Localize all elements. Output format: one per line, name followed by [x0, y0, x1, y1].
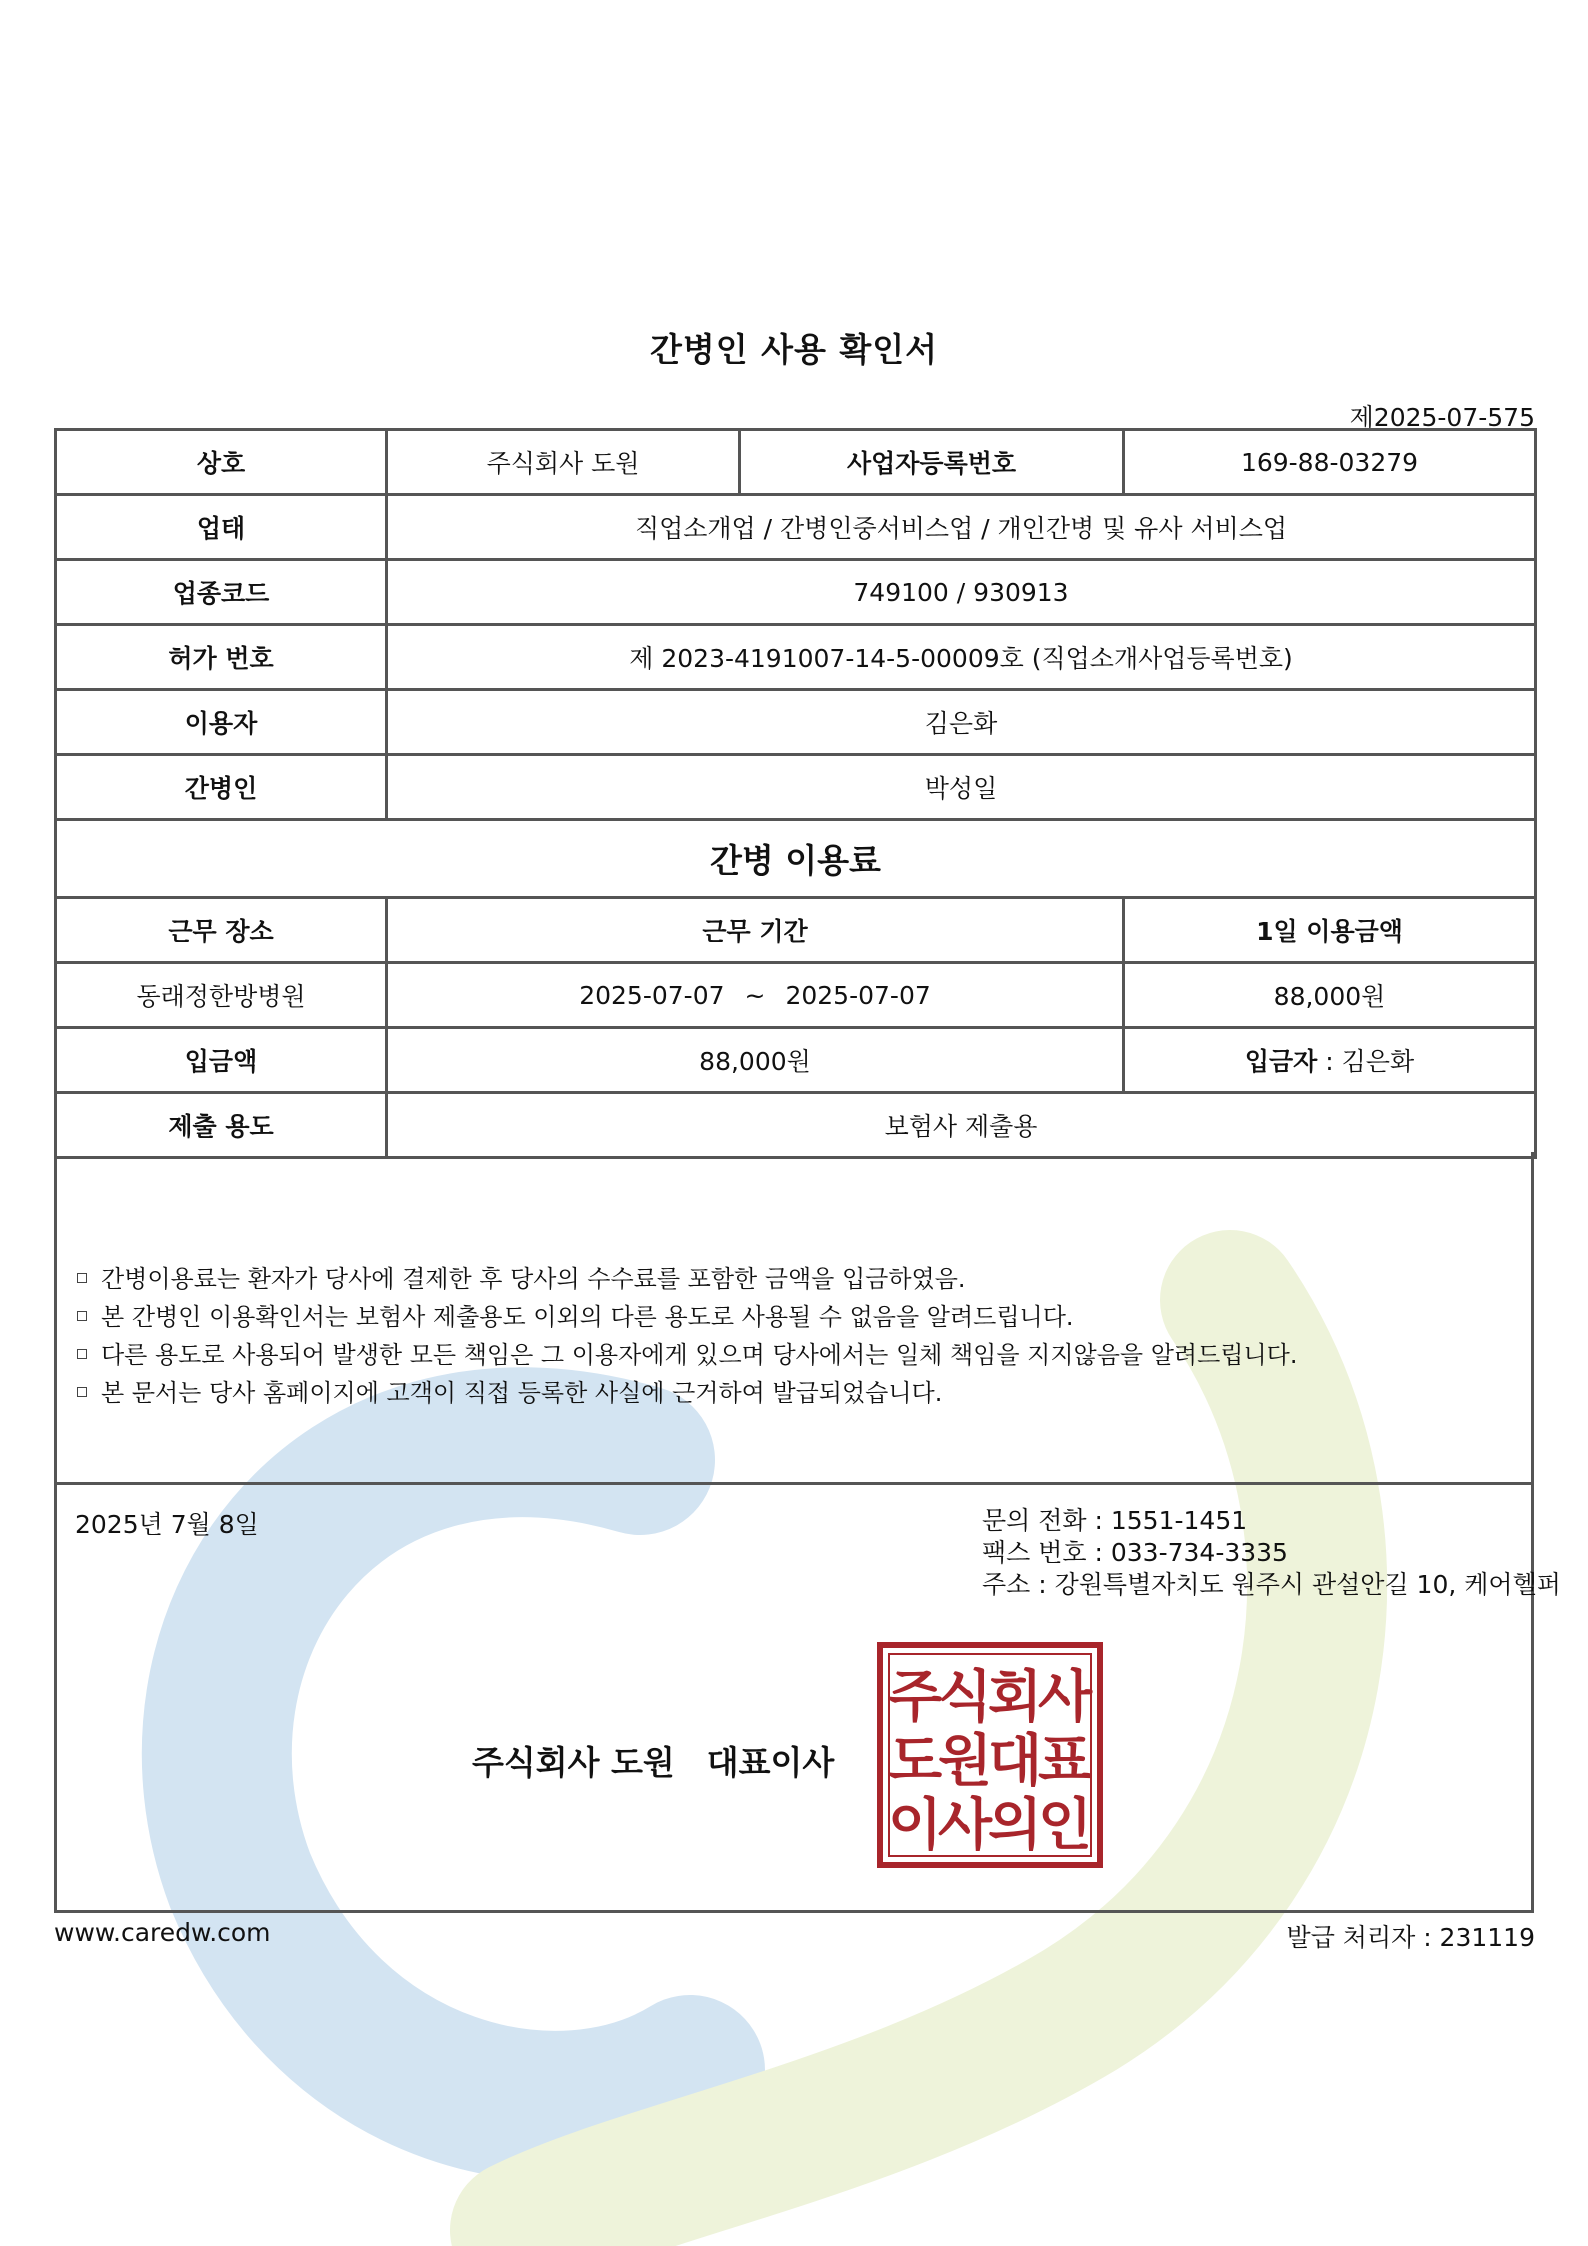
document-number: 제2025-07-575: [1349, 403, 1535, 432]
permit-number-value: 제 2023-4191007-14-5-00009호 (직업소개사업등록번호): [387, 625, 1536, 690]
work-place-value: 동래정한방병원: [56, 963, 387, 1028]
notes-list: [77, 1260, 1297, 1412]
svg-text:대: 대: [987, 1729, 1043, 1794]
company-seal-stamp: [877, 1642, 1103, 1868]
svg-text:이: 이: [887, 1793, 943, 1858]
work-period-header: 근무 기간: [387, 898, 1124, 963]
depositor-value: : 김은화: [1317, 1047, 1415, 1076]
list-item: [77, 1374, 1297, 1412]
svg-text:식: 식: [937, 1665, 993, 1730]
table-row: [56, 560, 1536, 625]
deposit-label: 입금액: [56, 1028, 387, 1093]
fee-section-title: 간병 이용료: [56, 820, 1536, 898]
svg-text:주: 주: [887, 1665, 943, 1730]
registration-number-label: 사업자등록번호: [740, 430, 1124, 495]
business-type-value: 직업소개업 / 간병인중서비스업 / 개인간병 및 유사 서비스업: [387, 495, 1536, 560]
info-table: [54, 428, 1537, 1159]
user-label: 이용자: [56, 690, 387, 755]
svg-text:원: 원: [937, 1729, 993, 1794]
square-bullet-icon: [77, 1387, 87, 1397]
daily-fee-header: 1일 이용금액: [1124, 898, 1536, 963]
square-bullet-icon: [77, 1311, 87, 1321]
table-row: [56, 1028, 1536, 1093]
svg-text:회: 회: [987, 1665, 1043, 1730]
industry-code-label: 업종코드: [56, 560, 387, 625]
table-row: [56, 963, 1536, 1028]
notes-section: [54, 1152, 1534, 1485]
svg-text:사: 사: [937, 1793, 993, 1858]
square-bullet-icon: [77, 1273, 87, 1283]
document-title: 간병인 사용 확인서: [649, 330, 938, 369]
note-text: 본 문서는 당사 홈페이지에 고객이 직접 등록한 사실에 근거하여 발급되었습니다.: [101, 1379, 943, 1407]
issuer-section: [54, 1485, 1561, 1913]
period-start: 2025-07-07: [579, 980, 725, 1010]
daily-fee-value: 88,000원: [1124, 963, 1536, 1028]
industry-code-value: 749100 / 930913: [387, 560, 1536, 625]
fax-number: 팩스 번호 : 033-734-3335: [982, 1538, 1288, 1567]
phone-number: 문의 전화 : 1551-1451: [982, 1506, 1248, 1535]
permit-number-label: 허가 번호: [56, 625, 387, 690]
table-row: [56, 625, 1536, 690]
caregiver-value: 박성일: [387, 755, 1536, 820]
table-row: [56, 495, 1536, 560]
depositor-label: 입금자: [1244, 1047, 1318, 1076]
period-end: 2025-07-07: [785, 980, 931, 1010]
issue-date: 2025년 7월 8일: [75, 1510, 259, 1539]
table-row: [56, 820, 1536, 898]
website-link[interactable]: www.caredw.com: [54, 1918, 271, 1947]
note-text: 간병이용료는 환자가 당사에 결제한 후 당사의 수수료를 포함한 금액을 입금하였음.: [101, 1265, 966, 1293]
deposit-value: 88,000원: [387, 1028, 1124, 1093]
contact-info: [982, 1505, 1561, 1601]
svg-text:사: 사: [1037, 1665, 1093, 1730]
purpose-label: 제출 용도: [56, 1093, 387, 1158]
svg-text:표: 표: [1037, 1729, 1093, 1794]
list-item: [77, 1298, 1297, 1336]
svg-text:인: 인: [1037, 1793, 1093, 1858]
address: 주소 : 강원특별자치도 원주시 관설안길 10, 케어헬퍼: [982, 1570, 1561, 1599]
company-name: 주식회사 도원: [472, 1743, 675, 1782]
table-row: [56, 430, 1536, 495]
svg-text:의: 의: [987, 1793, 1043, 1858]
table-row: [56, 1093, 1536, 1158]
registration-number-value: 169-88-03279: [1124, 430, 1536, 495]
issuer-id: 발급 처리자 : 231119: [1286, 1923, 1535, 1952]
table-row: [56, 755, 1536, 820]
company-name-value: 주식회사 도원: [387, 430, 740, 495]
company-name-label: 상호: [56, 430, 387, 495]
period-separator: ~: [744, 980, 766, 1010]
purpose-value: 보험사 제출용: [387, 1093, 1536, 1158]
ceo-title: 대표이사: [706, 1743, 835, 1782]
square-bullet-icon: [77, 1349, 87, 1359]
list-item: [77, 1336, 1297, 1374]
work-period-value: [387, 963, 1124, 1028]
table-row: [56, 898, 1536, 963]
business-type-label: 업태: [56, 495, 387, 560]
signature-line: [472, 1737, 834, 1784]
table-row: [56, 690, 1536, 755]
list-item: [77, 1260, 1297, 1298]
depositor-cell: [1124, 1028, 1536, 1093]
note-text: 다른 용도로 사용되어 발생한 모든 책임은 그 이용자에게 있으며 당사에서는 일체 책임을 지지않음을 알려드립니다.: [101, 1341, 1298, 1369]
work-place-header: 근무 장소: [56, 898, 387, 963]
svg-text:도: 도: [887, 1729, 943, 1794]
caregiver-label: 간병인: [56, 755, 387, 820]
user-value: 김은화: [387, 690, 1536, 755]
note-text: 본 간병인 이용확인서는 보험사 제출용도 이외의 다른 용도로 사용될 수 없음을 알려드립니다.: [101, 1303, 1074, 1331]
